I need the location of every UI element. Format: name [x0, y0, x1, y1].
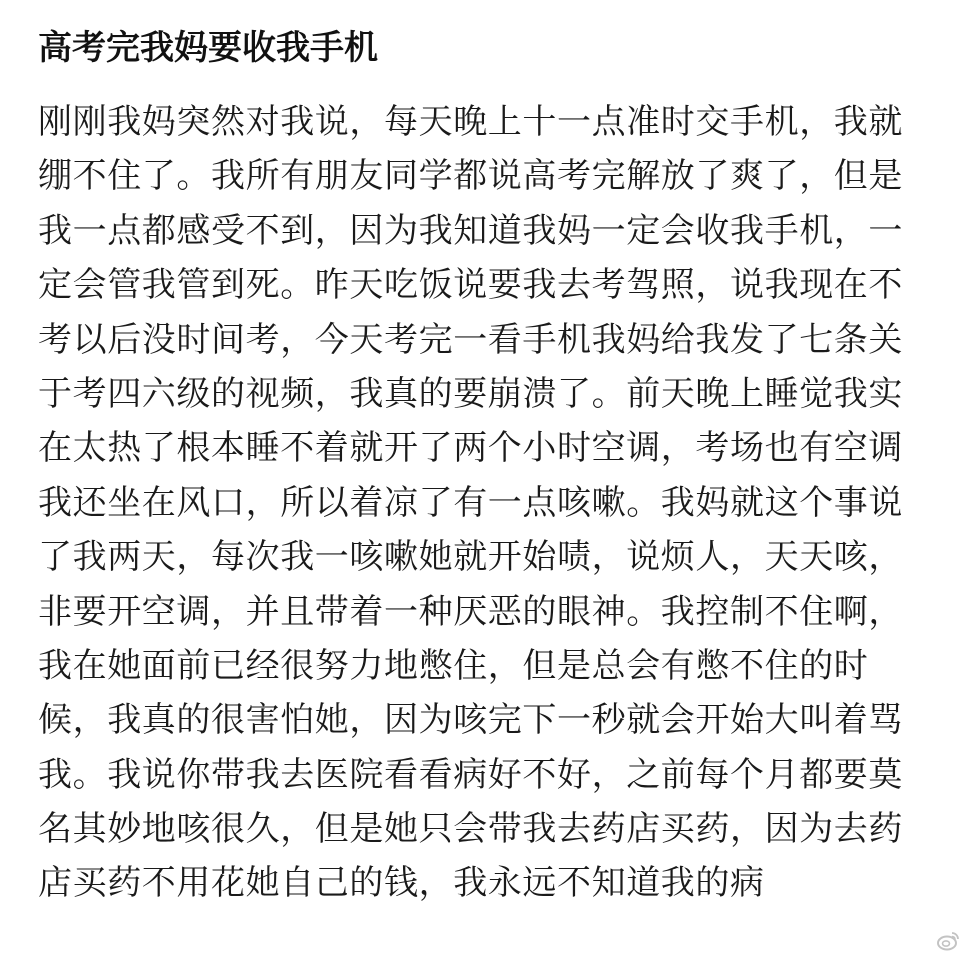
body-line: 我还坐在风口，所以着凉了有一点咳嗽。我妈就这个事说 — [38, 482, 903, 523]
body-line: 我。我说你带我去医院看看病好不好，之前每个月都要莫 — [38, 754, 903, 795]
body-line: 刚刚我妈突然对我说，每天晚上十一点准时交手机，我就 — [38, 102, 903, 142]
post-body — [38, 95, 938, 911]
body-line: 我在她面前已经很努力地憋住，但是总会有憋不住的时 — [38, 645, 869, 686]
body-line: 考以后没时间考，今天考完一看手机我妈给我发了七条关 — [38, 319, 903, 360]
body-line: 名其妙地咳很久，但是她只会带我去药店买药，因为去药 — [38, 809, 903, 850]
body-line: 我一点都感受不到，因为我知道我妈一定会收我手机，一 — [38, 210, 903, 251]
post-title: 高考完我妈要收我手机 — [38, 28, 378, 68]
body-line: 定会管我管到死。昨天吃饭说要我去考驾照，说我现在不 — [38, 265, 903, 306]
body-line: 非要开空调，并且带着一种厌恶的眼神。我控制不住啊， — [38, 591, 903, 632]
body-line: 在太热了根本睡不着就开了两个小时空调，考场也有空调 — [38, 428, 903, 469]
body-line: 于考四六级的视频，我真的要崩溃了。前天晚上睡觉我实 — [38, 373, 903, 414]
weibo-icon — [936, 928, 962, 954]
body-line: 候，我真的很害怕她，因为咳完下一秒就会开始大叫着骂 — [38, 700, 903, 741]
watermark — [936, 928, 962, 954]
body-line: 绷不住了。我所有朋友同学都说高考完解放了爽了，但是 — [38, 156, 903, 197]
body-line: 店买药不用花她自己的钱，我永远不知道我的病 — [38, 863, 765, 904]
body-line: 了我两天，每次我一咳嗽她就开始啧，说烦人，天天咳， — [38, 537, 903, 578]
